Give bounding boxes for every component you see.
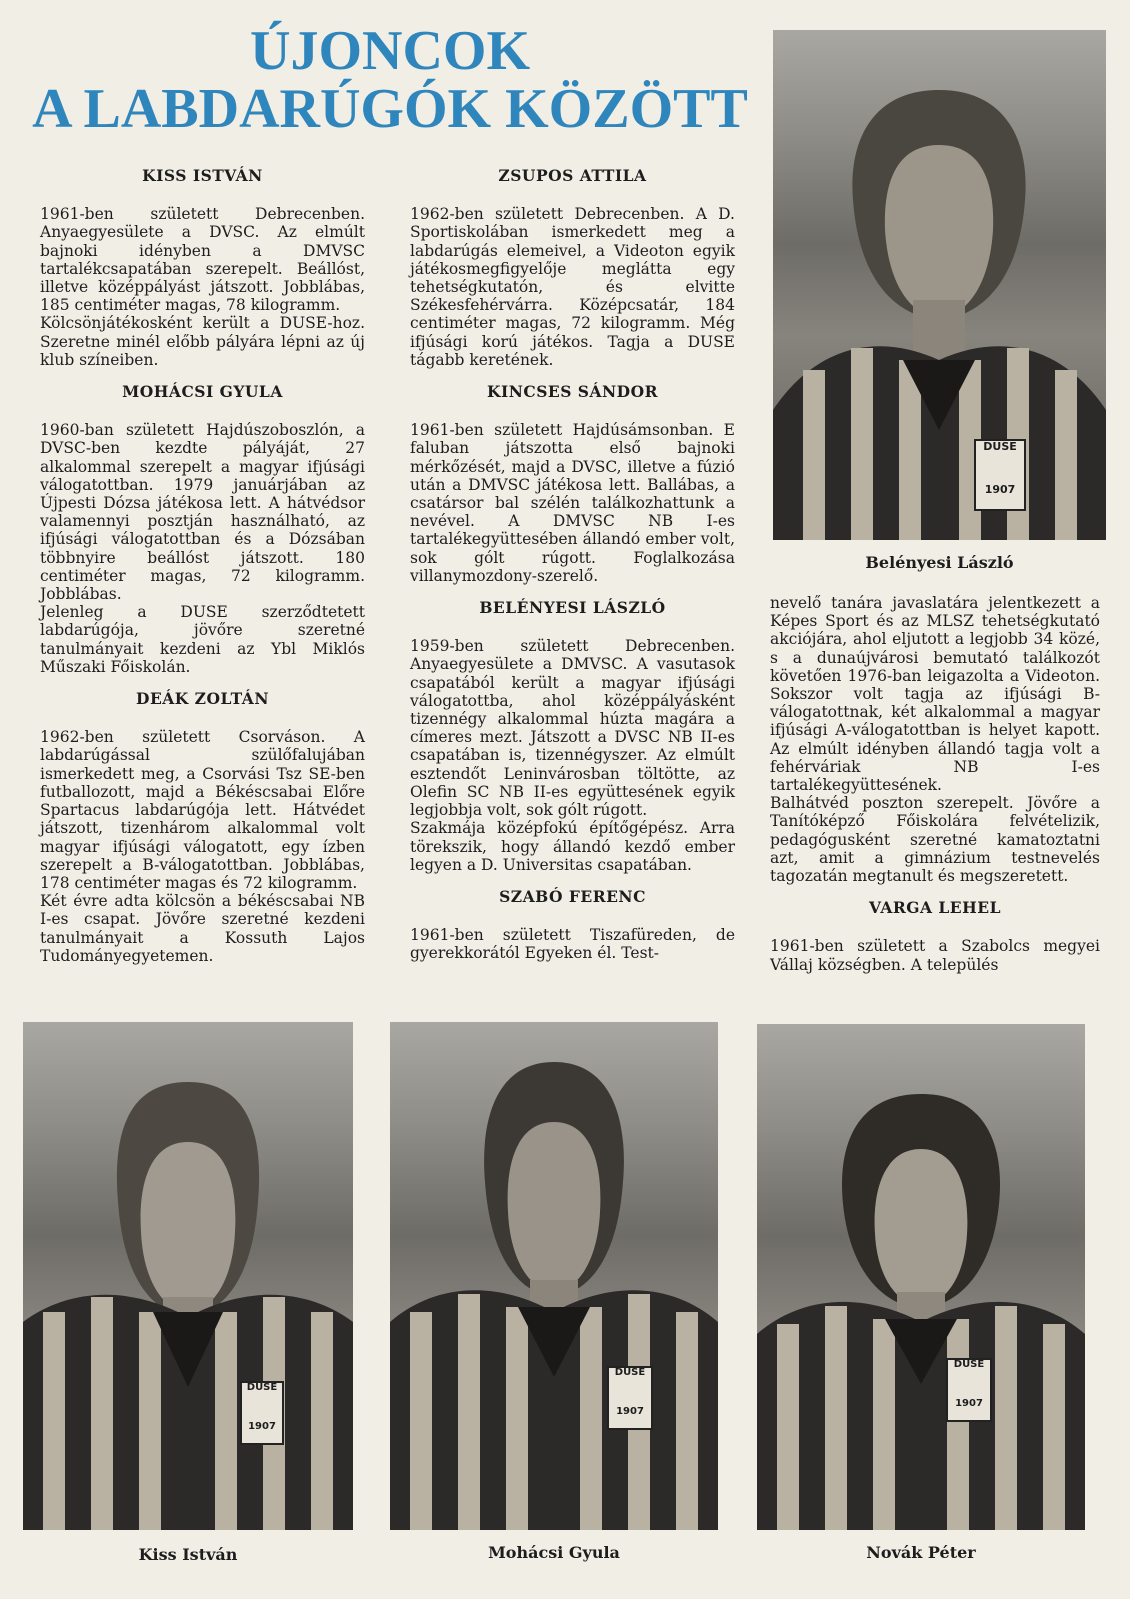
paragraph: 1960-ban született Hajdúszoboszlón, a DVSC-ben kezdte pályáját, 27 alkalommal szerepelt a magyar ifjúsági válogatottban. 1979 januárjában az Újpesti Dózsa játékosa lett. A hátvédsor valamennyi posztján használható, az ifjúsági válogatottban és a Dózsában többnyire beállóst játszott. 180 centiméter magas, 72 kilogramm. Jobblábas. [40, 421, 365, 604]
section-heading-zsupos-attila: ZSUPOS ATTILA [498, 166, 647, 185]
club-badge [608, 1367, 652, 1417]
badge-year: 1907 [955, 1398, 983, 1409]
portrait-illustration [390, 1022, 718, 1530]
paragraph: Balhátvéd poszton szerepelt. Jövőre a Tanítóképző Főiskolára felvételizik, pedagógusként szeretné kamatoztatni azt, amit a gimnázium testnevelés tagozatán megtanult és megszeretett. [770, 794, 1100, 886]
player-photo-kiss [23, 1022, 353, 1530]
photo-caption: Belényesi László [865, 553, 1014, 572]
paragraph: Két évre adta kölcsön a békéscsabai NB I-es csapat. Jövőre szeretné kezdeni tanulmányait a Kossuth Lajos Tudományegyetemen. [40, 892, 365, 965]
club-badge [975, 440, 1025, 496]
paragraph: 1961-ben született a Szabolcs megyei Vállaj községben. A település [770, 937, 1100, 974]
paragraph: Szakmája középfokú építőgépész. Arra törekszik, hogy állandó kezdő ember legyen a D. Universitas csapatában. [410, 819, 735, 874]
club-badge [241, 1382, 283, 1432]
section-heading-kiss-istvan: KISS ISTVÁN [142, 166, 263, 185]
badge-name: DUSE [983, 440, 1017, 453]
paragraph: 1961-ben született Hajdúsámsonban. E faluban játszotta első bajnoki mérkőzését, majd a DVSC, illetve a fúzió után a DMVSC játékosa lett. Ballábas, a csatársor bal szélén találkozhattunk a nevével. A DMVSC NB I-es tartalékegyüttesében állandó ember volt, sok gólt rúgott. Foglalkozása villanymozdony-szerelő. [410, 421, 735, 585]
section-heading-deak-zoltan: DEÁK ZOLTÁN [136, 689, 269, 709]
paragraph: 1959-ben született Debrecenben. Anyaegyesülete a DMVSC. A vasutasok csapatából került a magyar ifjúsági válogatottba, ahol középpályásként tizennégy alkalommal húzta magára a címeres mezt. Játszott a DVSC NB II-es csapatában is, tizennégyszer. Az elmúlt esztendőt Leninvárosban töltötte, az Olefin SC NB II-es együttesének egyik legjobbja volt, sok gólt rúgott. [410, 637, 735, 820]
player-photo-belenyesi [773, 30, 1106, 540]
player-photo-mohacsi [390, 1022, 718, 1530]
badge-name: DUSE [246, 1382, 278, 1393]
article-column-1 [40, 167, 365, 965]
paragraph: 1961-ben született Tiszafüreden, de gyerekkorától Egyeken él. Test- [410, 926, 735, 963]
paragraph: 1962-ben született Csorváson. A labdarúgással szülőfalujában ismerkedett meg, a Csorvási Tsz SE-ben futballozott, majd a Békéscsabai Előre Spartacus labdarúgója lett. Hátvédet játszott, tizenhárom alkalommal volt magyar ifjúsági válogatott, egy ízben szerepelt a B-válogatottban. Jobblábas, 178 centiméter magas és 72 kilogramm. [40, 728, 365, 892]
photo-caption: Novák Péter [866, 1543, 976, 1562]
page-title [30, 22, 750, 138]
section-heading-mohacsi-gyula: MOHÁCSI GYULA [122, 382, 283, 402]
title-line-1: ÚJONCOK [250, 20, 530, 82]
badge-year: 1907 [984, 483, 1016, 496]
badge-name: DUSE [614, 1367, 646, 1378]
article-column-3 [770, 594, 1100, 974]
paragraph: Jelenleg a DUSE szerződtetett labdarúgója, jövőre szeretné tanulmányait kezdeni az Ybl Miklós Műszaki Főiskolán. [40, 603, 365, 676]
portrait-illustration [23, 1022, 353, 1530]
player-photo-novak [757, 1024, 1085, 1530]
section-heading-belenyesi-laszlo: BELÉNYESI LÁSZLÓ [479, 598, 666, 618]
paragraph: 1961-ben született Debrecenben. Anyaegyesülete a DVSC. Az elmúlt bajnoki idényben a DMVSC tartalékcsapatában szerepelt. Beállóst, illetve középpályást játszott. Jobblábas, 185 centiméter magas, 78 kilogramm. [40, 205, 365, 315]
section-heading-kincses-sandor: KINCSES SÁNDOR [486, 382, 659, 402]
section-heading-varga-lehel: VARGA LEHEL [869, 898, 1001, 918]
badge-year: 1907 [248, 1421, 276, 1432]
paragraph: 1962-ben született Debrecenben. A D. Sportiskolában ismerkedett meg a labdarúgás elemeivel, a Videoton egyik játékosmegfigyelője meglátta egy tehetségkutatón, és elvitte Székesfehérvárra. Középcsatár, 184 centiméter magas, 72 kilogramm. Még ifjúsági korú játékos. Tagja a DUSE tágabb keretének. [410, 205, 735, 369]
badge-year: 1907 [616, 1406, 644, 1417]
article-column-2 [410, 167, 735, 963]
paragraph: Kölcsönjátékosként került a DUSE-hoz. Szeretne minél előbb pályára lépni az új klub színeiben. [40, 314, 365, 369]
photo-caption: Mohácsi Gyula [488, 1543, 620, 1562]
photo-caption: Kiss István [138, 1545, 238, 1564]
section-heading-szabo-ferenc: SZABÓ FERENC [499, 886, 646, 906]
portrait-illustration [757, 1024, 1085, 1530]
portrait-illustration [773, 30, 1106, 540]
badge-name: DUSE [953, 1359, 985, 1370]
club-badge [947, 1359, 991, 1409]
paragraph: nevelő tanára javaslatára jelentkezett a Képes Sport és az MLSZ tehetségkutató akciójára, ahol eljutott a legjobb 34 közé, s a dunaújvárosi bemutató találkozót követően 1976-ban leigazolta a Videoton. Sokszor volt tagja az ifjúsági B-válogatottnak, két alkalommal a magyar ifjúsági A-válogatottban is helyet kapott. Az elmúlt idényben állandó tagja volt a fehérváriak NB I-es tartalékegyüttesének. [770, 594, 1100, 795]
title-line-2: A LABDARÚGÓK KÖZÖTT [32, 78, 748, 140]
